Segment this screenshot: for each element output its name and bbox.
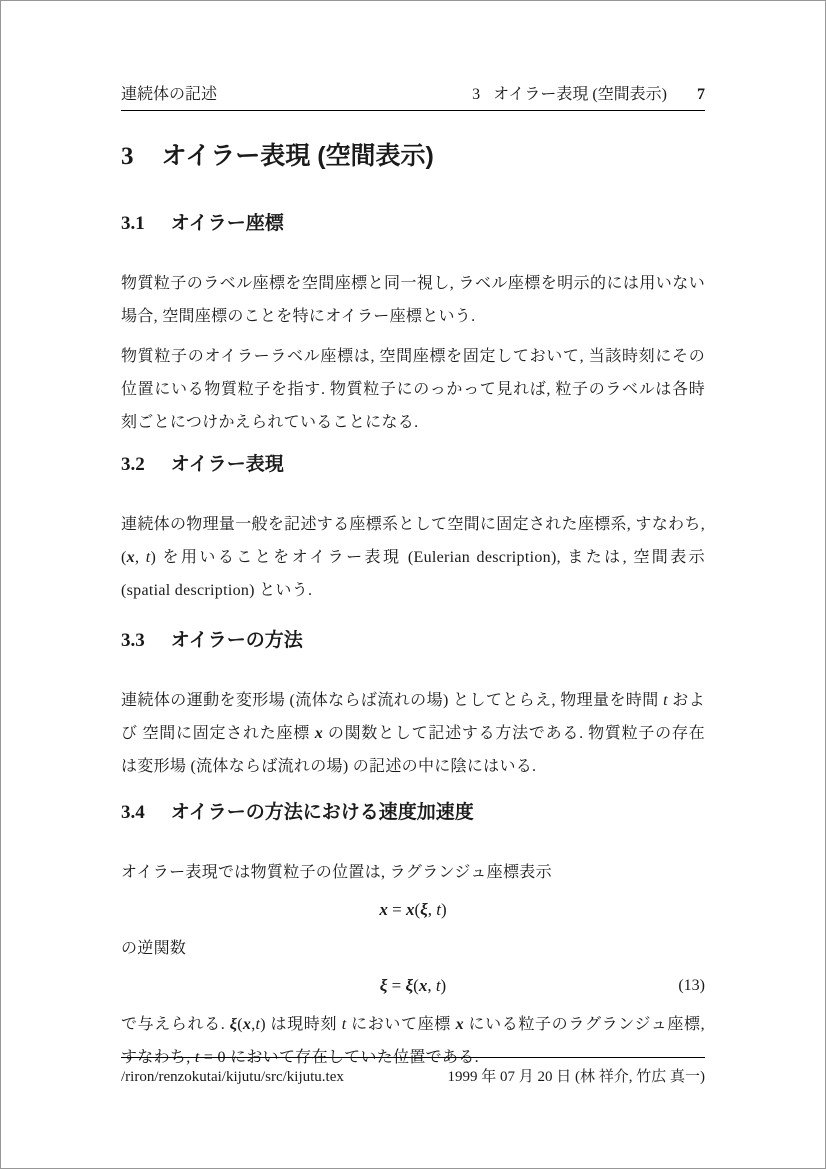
text-run: で与えられる. [121,1016,230,1033]
page-number: 7 [697,86,705,103]
text-run: = 0 において存在していた位置である. [199,1049,479,1066]
math-var: ξ [229,1016,238,1033]
page-header [121,85,705,111]
math-var: t [145,549,151,566]
math-var: x [405,900,415,919]
math-var: x [242,1016,252,1033]
footer-source-path: /riron/renzokutai/kijutu/src/kijutu.tex [121,1069,344,1085]
math-var: x [126,549,135,566]
subsection-number: 3.3 [121,630,145,651]
equation-number: (13) [678,977,705,994]
text-run: ) を用いることをオイラー表現 (Eulerian description), または, 空間表示 (spatial description) という. [121,549,705,599]
text-run: , [427,900,437,919]
text-run: ) [440,976,447,995]
equation-body [379,900,446,919]
math-var: x [418,976,428,995]
paragraph [121,267,705,333]
math-var: ξ [405,976,414,995]
text-run: 物質粒子のラベル座標を空間座標と同一視し, ラベル座標を明示的には用いない場合, 空間座標のことを特にオイラー座標という. [121,275,705,325]
paragraph [121,684,705,783]
text-run: の関数として記述する方法である. 物質粒子の存在は変形場 (流体ならば流れの場) の記述の中に陰にはいる. [121,725,705,775]
paragraph [121,340,705,439]
paragraph [121,932,705,965]
subsection-3.1 [121,211,705,446]
text-run: = [387,976,406,995]
subsection-number: 3.1 [121,213,145,234]
text-run: ) [440,900,447,919]
math-var: x [455,1016,464,1033]
text-run: , [427,976,436,995]
subsection-heading [121,211,705,237]
subsection-heading-text: オイラーの方法 [170,630,303,651]
math-var: t [255,1016,261,1033]
math-var: t [194,1049,200,1066]
equation [121,974,705,998]
header-section-number: 3 [472,86,481,103]
text-run: = [387,900,406,919]
text-run: , [134,549,146,566]
header-section-title: オイラー表現 (空間表示) [493,86,667,103]
header-left-title: 連続体の記述 [121,86,218,103]
text-run: の逆関数 [121,940,187,957]
text-run: 物質粒子のオイラーラベル座標は, 空間座標を固定しておいて, 当該時刻にその位置にいる物質粒子を指す. 物質粒子にのっかって見れば, 粒子のラベルは各時刻ごとにつけかえられていることになる. [121,348,705,431]
subsection-3.3 [121,628,705,790]
equation-body [380,976,446,995]
section-title-text: オイラー表現 (空間表示) [161,142,434,170]
subsection-heading [121,452,705,478]
text-run: において座標 [346,1016,456,1033]
subsection-number: 3.2 [121,454,145,475]
paragraph [121,856,705,889]
page-footer [121,1057,705,1087]
text-run: , [251,1016,256,1033]
text-run: 連続体の運動を変形場 (流体ならば流れの場) としてとらえ, 物理量を時間 [121,692,664,709]
footer-date-authors: 1999 年 07 月 20 日 (林 祥介, 竹広 真一) [447,1069,705,1085]
subsection-heading-text: オイラーの方法における速度加速度 [170,802,474,823]
subsection-3.4 [121,800,705,1081]
text-run: ( [237,1016,243,1033]
text-run: ( [413,976,419,995]
subsection-heading-text: オイラー表現 [170,454,284,475]
section-title [121,140,705,173]
equation [121,898,705,922]
math-var: t [663,692,668,709]
text-run: にいる粒子のラグランジュ座標, すなわち, [121,1016,705,1066]
header-right [472,85,705,104]
paragraph [121,508,705,607]
math-var: ξ [420,900,428,919]
text-run: 連続体の物理量一般を記述する座標系として空間に固定された座標系, すなわち, ( [121,516,705,566]
subsection-heading [121,800,705,826]
math-var: t [341,1016,347,1033]
math-var: x [314,725,324,742]
math-var: t [435,976,441,995]
math-var: x [379,900,388,919]
text-run: および 空間に固定された座標 [121,692,706,742]
text-run: ( [414,900,421,919]
subsection-heading [121,628,705,654]
subsection-3.2 [121,452,705,614]
section-title-number: 3 [121,143,134,170]
text-run: ) [260,1016,266,1033]
text-run: は現時刻 [265,1016,342,1033]
math-var: ξ [379,976,388,995]
subsection-number: 3.4 [121,802,145,823]
math-var: t [436,900,441,919]
text-run: オイラー表現では物質粒子の位置は, ラグランジュ座標表示 [121,864,552,881]
subsection-heading-text: オイラー座標 [170,213,284,234]
